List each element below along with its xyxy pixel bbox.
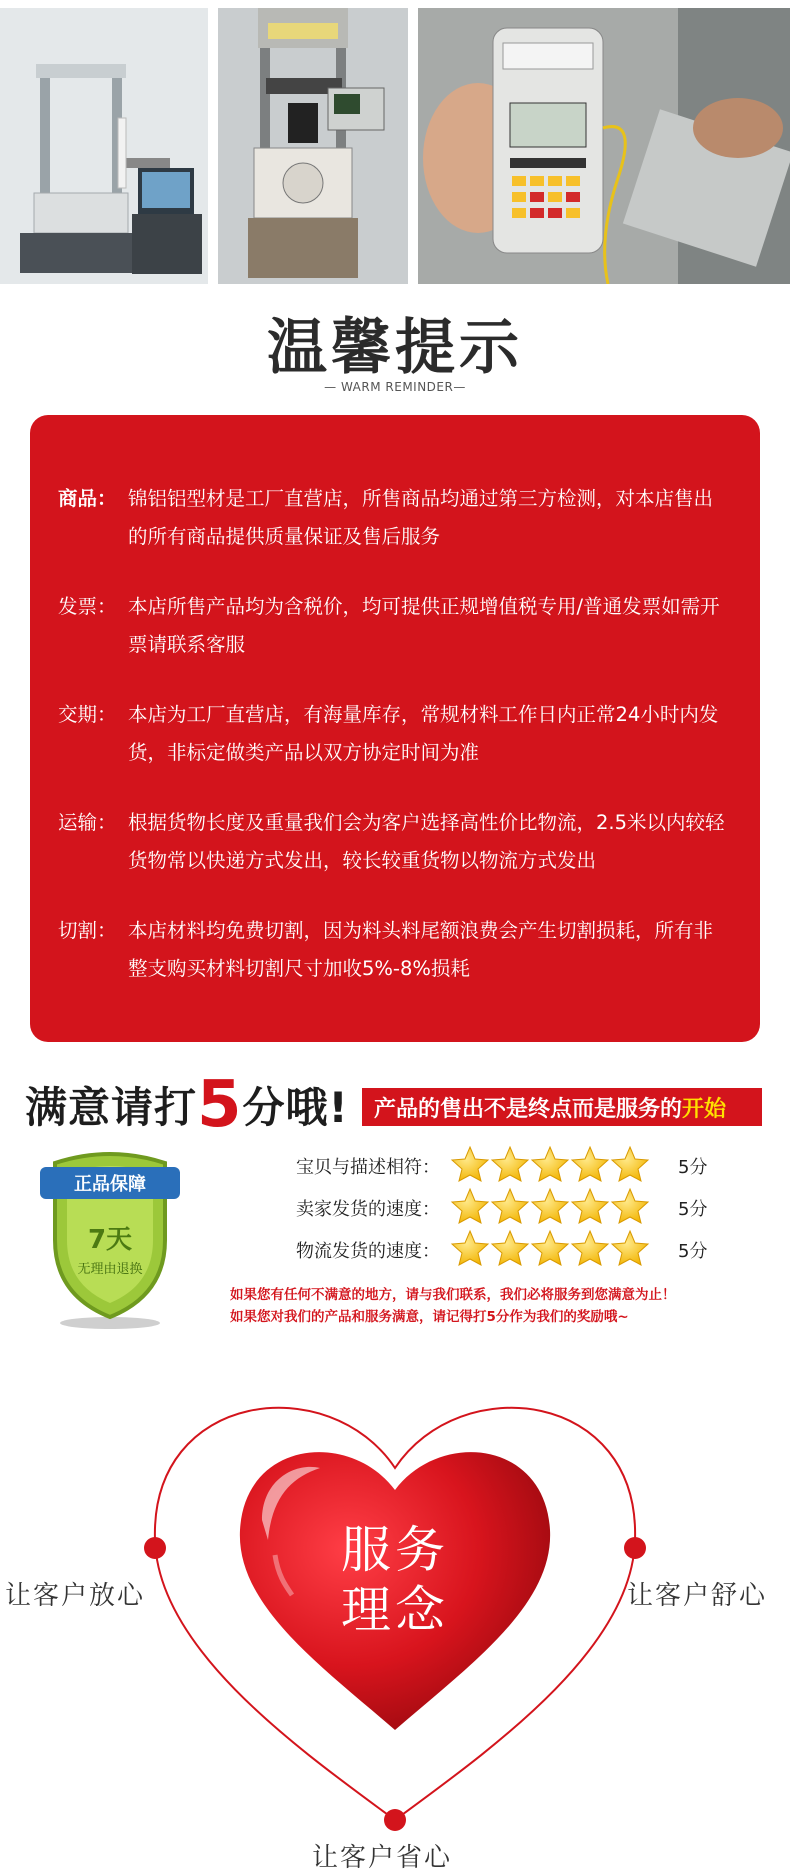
concept-title-line1: 服务 bbox=[341, 1521, 449, 1579]
star-icon bbox=[450, 1187, 490, 1229]
rating-row bbox=[260, 1145, 707, 1187]
notice-key: 发票： bbox=[58, 595, 117, 618]
concept-label-right: 让客户舒心 bbox=[627, 1581, 768, 1611]
badge-line3: 无理由退换 bbox=[77, 1262, 143, 1277]
star-icon bbox=[450, 1145, 490, 1187]
star-icon bbox=[570, 1145, 610, 1187]
concept-label-left: 让客户放心 bbox=[5, 1581, 146, 1611]
star-icon bbox=[610, 1229, 650, 1271]
rating-score: 5分 bbox=[678, 1157, 708, 1178]
rating-label: 宝贝与描述相符： bbox=[296, 1157, 440, 1178]
rating-note-2: 如果您对我们的产品和服务满意，请记得打5分作为我们的奖励哦~ bbox=[230, 1309, 629, 1325]
product-photo-strip bbox=[0, 0, 790, 290]
rating-list bbox=[260, 1145, 707, 1271]
rating-score: 5分 bbox=[678, 1199, 708, 1220]
notice-item-invoice bbox=[58, 588, 732, 664]
page-title: 温馨提示 bbox=[267, 313, 523, 383]
rating-headline-number: 5 bbox=[197, 1068, 243, 1142]
star-icon bbox=[490, 1229, 530, 1271]
rating-slogan-text: 产品的售出不是终点而是服务的 bbox=[374, 1096, 683, 1122]
notice-key: 交期： bbox=[58, 703, 117, 726]
rating-row bbox=[260, 1229, 707, 1271]
notice-text: 本店材料均免费切割，因为料头料尾额浪费会产生切割损耗，所有非整支购买材料切割尺寸加收5%-8%损耗 bbox=[128, 919, 714, 980]
notice-item-cutting bbox=[58, 912, 732, 988]
badge-line2: 7天 bbox=[87, 1225, 133, 1255]
notice-text: 本店为工厂直营店，有海量库存，常规材料工作日内正常24小时内发货，非标定做类产品以双方协定时间为准 bbox=[128, 703, 719, 764]
rating-slogan-highlight: 开始 bbox=[682, 1096, 727, 1122]
rating-note-1: 如果您有任何不满意的地方，请与我们联系，我们必将服务到您满意为止！ bbox=[230, 1287, 676, 1303]
rating-score: 5分 bbox=[678, 1241, 708, 1262]
star-rating bbox=[450, 1229, 650, 1271]
star-rating bbox=[450, 1187, 650, 1229]
rating-label: 物流发货的速度： bbox=[296, 1241, 440, 1262]
notice-key: 运输： bbox=[58, 811, 117, 834]
page-subtitle: — WARM REMINDER— bbox=[324, 380, 466, 394]
hardness-tester-photo bbox=[418, 8, 790, 284]
testing-machine-photo-1 bbox=[0, 8, 208, 284]
notice-key: 切割： bbox=[58, 919, 117, 942]
rating-label: 卖家发货的速度： bbox=[296, 1199, 440, 1220]
star-icon bbox=[610, 1187, 650, 1229]
star-icon bbox=[610, 1145, 650, 1187]
star-icon bbox=[530, 1145, 570, 1187]
rating-headline-pre: 满意请打 bbox=[25, 1083, 198, 1132]
notice-text: 本店所售产品均为含税价，均可提供正规增值税专用/普通发票如需开票请联系客服 bbox=[128, 595, 720, 656]
notice-card bbox=[30, 415, 760, 1042]
notice-text: 锦铝铝型材是工厂直营店，所售商品均通过第三方检测，对本店售出的所有商品提供质量保证及售后服务 bbox=[128, 487, 714, 548]
star-icon bbox=[530, 1187, 570, 1229]
notice-item-goods bbox=[58, 480, 732, 556]
star-icon bbox=[490, 1145, 530, 1187]
star-icon bbox=[490, 1187, 530, 1229]
rating-headline-post: 分哦! bbox=[242, 1083, 349, 1132]
heart-dot-bottom bbox=[384, 1809, 406, 1831]
rating-headline bbox=[25, 1068, 349, 1142]
genuine-guarantee-shield-icon bbox=[35, 1145, 185, 1330]
star-icon bbox=[570, 1187, 610, 1229]
star-rating bbox=[450, 1145, 650, 1187]
service-concept-section bbox=[0, 1390, 790, 1869]
star-icon bbox=[530, 1229, 570, 1271]
star-icon bbox=[570, 1229, 610, 1271]
concept-label-bottom: 让客户省心 bbox=[312, 1843, 453, 1869]
star-icon bbox=[450, 1229, 490, 1271]
concept-title-line2: 理念 bbox=[341, 1581, 449, 1639]
rating-slogan-banner bbox=[362, 1088, 762, 1126]
testing-machine-photo-2 bbox=[218, 8, 408, 284]
notice-item-delivery bbox=[58, 696, 732, 772]
badge-line1: 正品保障 bbox=[74, 1174, 146, 1195]
rating-row bbox=[260, 1187, 707, 1229]
notice-item-shipping bbox=[58, 804, 732, 880]
notice-key: 商品： bbox=[58, 487, 117, 510]
notice-text: 根据货物长度及重量我们会为客户选择高性价比物流，2.5米以内较轻货物常以快递方式发出，较长较重货物以物流方式发出 bbox=[128, 811, 725, 872]
